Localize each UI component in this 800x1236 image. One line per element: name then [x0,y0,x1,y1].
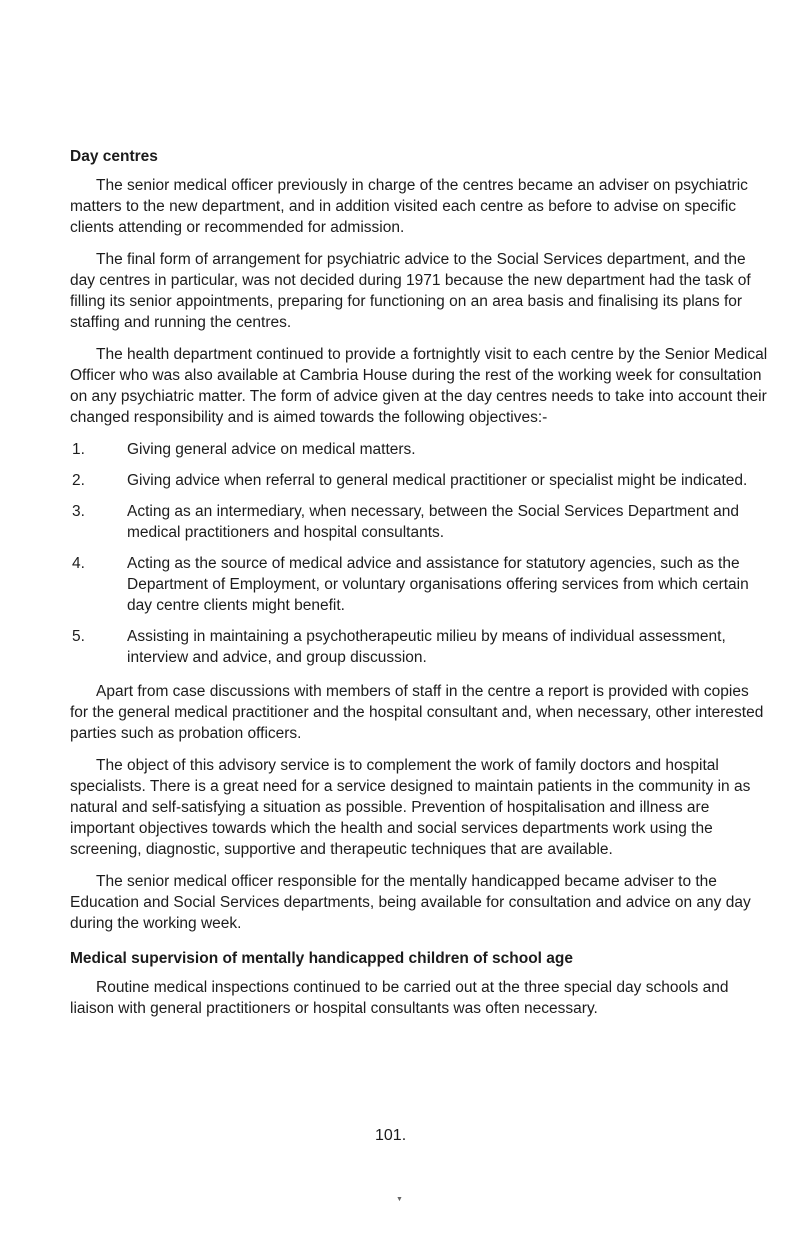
section-heading-day-centres: Day centres [70,148,158,165]
paragraph: Routine medical inspections continued to be carried out at the three special day schools and liaison with general practitioners or hospital consultants was often necessary. [70,979,729,1017]
paragraph: The senior medical officer responsible for the mentally handicapped became adviser to the Education and Social Services departments, being available for consultation and advice on any day during the working week. [70,873,751,932]
paragraph: The health department continued to provide a fortnightly visit to each centre by the Senior Medical Officer who was also available at Cambria House during the rest of the working week for consultation on any psychiatric matter. The form of advice given at the day centres needs to take into account their changed responsibility and is aimed towards the following objectives:- [70,346,768,426]
objective-text: Acting as an intermediary, when necessary, between the Social Services Department and medical practitioners and hospital consultants. [127,503,739,541]
page-number: 101. [375,1127,407,1144]
objective-text: Assisting in maintaining a psychotherapeutic milieu by means of individual assessment, interview and advice, and group discussion. [127,628,726,666]
section-heading-medical-supervision: Medical supervision of mentally handicapped children of school age [70,950,573,967]
objective-item [70,626,770,668]
paragraph: The final form of arrangement for psychiatric advice to the Social Services department, and the day centres in particular, was not decided during 1971 because the new department had the task of filling its senior appointments, preparing for functioning on an area basis and finalising its plans for staffing and running the centres. [70,251,751,331]
paragraph: The senior medical officer previously in charge of the centres became an adviser on psychiatric matters to the new department, and in addition visited each centre as before to advise on specific clients attending or recommended for admission. [70,177,748,236]
objectives-list [70,439,770,668]
scan-speck-mark: ▼ [396,1196,403,1203]
section-medical-supervision [70,948,770,1019]
paragraph: Apart from case discussions with members of staff in the centre a report is provided with copies for the general medical practitioner and the hospital consultant and, when necessary, other interested parties such as probation officers. [70,683,764,742]
objective-number: 2. [72,472,85,489]
objective-item [70,470,770,491]
objective-text: Giving advice when referral to general medical practitioner or specialist might be indicated. [127,472,748,489]
objective-item [70,439,770,460]
objective-number: 4. [72,555,85,572]
objective-item [70,553,770,616]
objective-item [70,501,770,543]
objective-text: Acting as the source of medical advice and assistance for statutory agencies, such as the Department of Employment, or voluntary organisations offering services from which certain day centre clients might benefit. [127,555,749,614]
document-body [70,146,770,1030]
objective-number: 3. [72,503,85,520]
paragraph: The object of this advisory service is to complement the work of family doctors and hospital specialists. There is a great need for a service designed to maintain patients in the community in as natural and self-satisfying a situation as possible. Prevention of hospitalisation and illness are important objectives towards which the health and social services departments work using the screening, diagnostic, supportive and therapeutic techniques that are available. [70,757,751,858]
objective-number: 1. [72,441,85,458]
objective-number: 5. [72,628,85,645]
objective-text: Giving general advice on medical matters. [127,441,416,458]
